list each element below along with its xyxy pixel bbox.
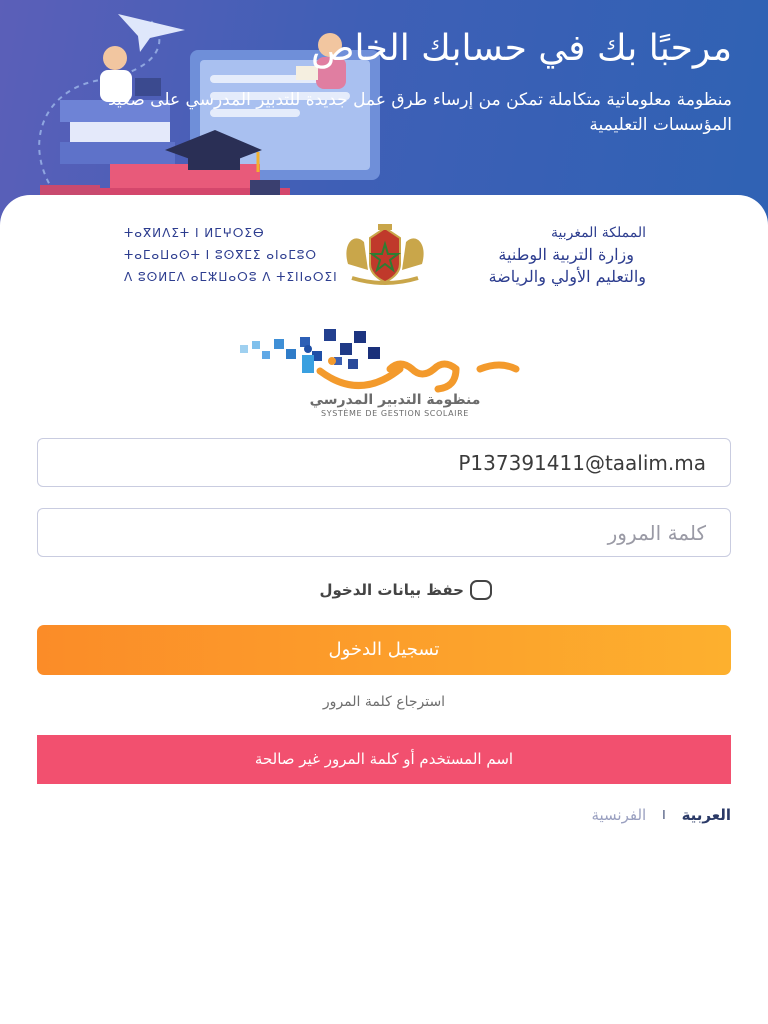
password-field[interactable]: [37, 508, 731, 557]
login-card: [0, 195, 768, 1024]
ministry-arabic-name: [489, 222, 646, 288]
language-switcher: [591, 806, 731, 824]
password-placeholder: كلمة المرور: [607, 520, 706, 545]
language-french[interactable]: الفرنسية: [591, 806, 647, 824]
welcome-title: مرحبًا بك في حسابك الخاص: [311, 28, 732, 69]
tifinagh-line-2: ⵜⴰⵎⴰⵡⴰⵙⵜ ⵏ ⵓⵙⴳⵎⵉ ⴰⵏⴰⵎⵓⵔ: [124, 248, 318, 262]
ministry-tifinagh-name: [124, 222, 338, 288]
logo-subtitle: SYSTÈME DE GESTION SCOLAIRE: [321, 409, 469, 418]
login-button[interactable]: تسجيل الدخول: [37, 625, 731, 675]
language-separator: ا: [662, 808, 666, 822]
welcome-subtitle: منظومة معلوماتية متكاملة تمكن من إرساء طرق عمل جديدة للتدبير المدرسي على صعيد المؤسسات التعليمية: [108, 90, 732, 135]
ministry-line-3: والتعليم الأولي والرياضة: [488, 267, 646, 286]
remember-label: حفظ بيانات الدخول: [319, 581, 464, 599]
error-alert: اسم المستخدم أو كلمة المرور غير صالحة: [37, 735, 731, 784]
remember-checkbox[interactable]: [470, 580, 492, 600]
remember-login[interactable]: [319, 580, 492, 600]
tifinagh-line-3: ⴷ ⵓⵙⵍⵎⴷ ⴰⵎⵣⵡⴰⵔⵓ ⴷ ⵜⵉⵏⵏⴰⵔⵉⵏ: [124, 270, 338, 284]
ministry-line-1: المملكة المغربية: [550, 225, 646, 241]
tifinagh-line-1: ⵜⴰⴳⵍⴷⵉⵜ ⵏ ⵍⵎⵖⵔⵉⴱ: [124, 226, 265, 240]
email-value: P137391411@taalim.ma: [458, 450, 706, 475]
logo-title: منظومة التدبير المدرسي: [309, 392, 481, 408]
language-arabic[interactable]: العربية: [681, 806, 731, 824]
moroccan-coat-of-arms-icon: [340, 224, 430, 288]
ministry-line-2: وزارة التربية الوطنية: [498, 245, 634, 264]
forgot-password-link[interactable]: استرجاع كلمة المرور: [322, 694, 446, 710]
email-field[interactable]: [37, 438, 731, 487]
